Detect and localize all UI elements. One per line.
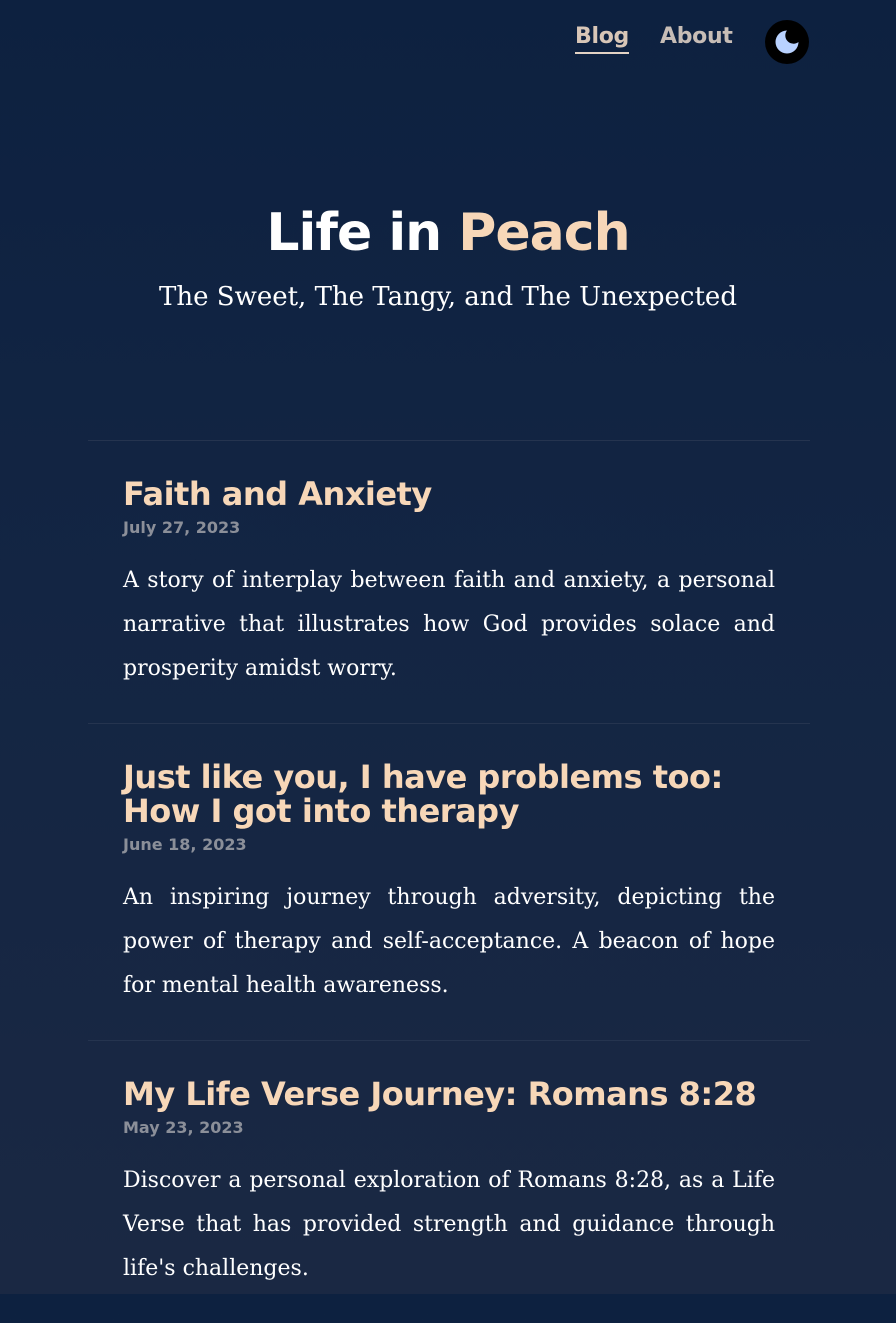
- post-title-link[interactable]: My Life Verse Journey: Romans 8:28: [123, 1075, 757, 1113]
- post-item: [88, 723, 810, 1040]
- post-date: June 18, 2023: [123, 835, 247, 854]
- site-title: [0, 200, 896, 266]
- post-item: [88, 1040, 810, 1323]
- nav-link-blog[interactable]: Blog: [575, 24, 629, 54]
- post-title-link[interactable]: Faith and Anxiety: [123, 475, 432, 513]
- post-date: May 23, 2023: [123, 1118, 244, 1137]
- theme-toggle-button[interactable]: [765, 20, 809, 64]
- post-item: [88, 440, 810, 723]
- hero: [0, 200, 896, 314]
- nav-link-about[interactable]: About: [660, 24, 733, 49]
- post-excerpt: Discover a personal exploration of Romans 8:28, as a Life Verse that has provided strength and guidance through life's challenges.: [123, 1168, 775, 1281]
- post-list: [88, 440, 810, 1323]
- site-title-accent: Peach: [458, 203, 630, 263]
- post-date: July 27, 2023: [123, 518, 241, 537]
- post-excerpt: An inspiring journey through adversity, depicting the power of therapy and self-acceptance. A beacon of hope for mental health awareness.: [123, 885, 775, 998]
- post-excerpt: A story of interplay between faith and anxiety, a personal narrative that illustrates how God provides solace and prosperity amidst worry.: [123, 568, 775, 681]
- site-header: [0, 0, 896, 84]
- post-title-link[interactable]: Just like you, I have problems too: How I got into therapy: [123, 758, 723, 830]
- site-title-main: Life in: [266, 203, 459, 263]
- moon-icon: [774, 29, 800, 55]
- site-tagline: The Sweet, The Tangy, and The Unexpected: [159, 282, 737, 312]
